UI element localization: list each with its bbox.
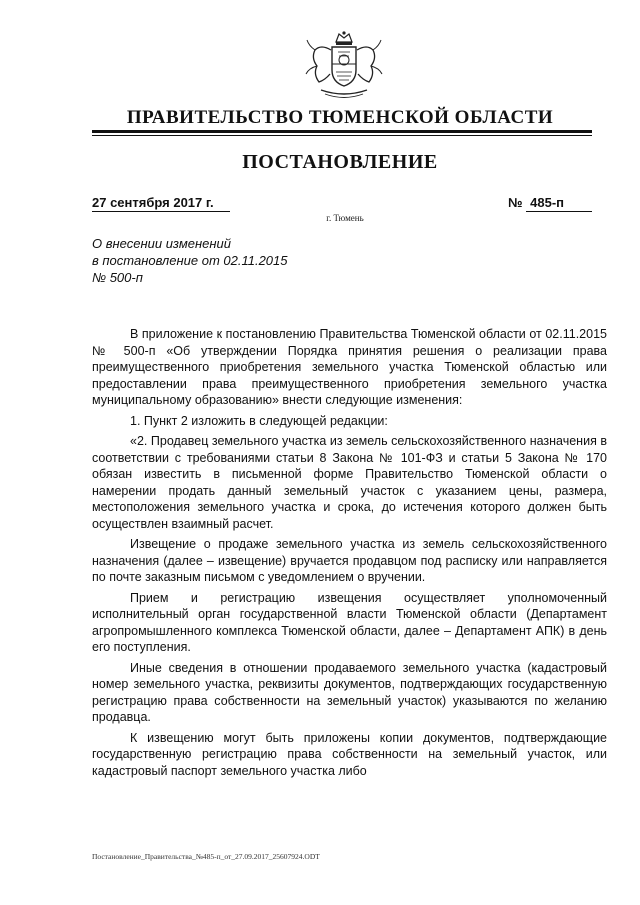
document-body xyxy=(92,326,607,783)
body-paragraph: «2. Продавец земельного участка из земель сельскохозяйственного назначения в соответствии с требованиями статьи 8 Закона № 101-ФЗ и статьи 5 Закона № 170 обязан известить в письменной форме Правительство Тюменской области о намерении продать данный земельный участок с указанием цены, размера, местоположения земельного участка и срока, до истечения которого должен быть осуществлен взаимный расчет. xyxy=(92,434,607,531)
organization-title: ПРАВИТЕЛЬСТВО ТЮМЕНСКОЙ ОБЛАСТИ xyxy=(126,107,554,128)
city-label: г. Тюмень xyxy=(326,213,364,223)
document-number: 485-п xyxy=(526,194,592,212)
body-paragraph: Прием и регистрацию извещения осуществляет уполномоченный исполнительный орган государственной власти Тюменской области (Департамент агропромышленного комплекса Тюменской области, далее – Департамент АПК) в день его поступления. xyxy=(92,590,607,654)
subject-line: О внесении изменений xyxy=(92,236,231,251)
body-paragraph: В приложение к постановлению Правительства Тюменской области от 02.11.2015 № 500-п «Об утверждении Порядка принятия решения о реализации права преимущественного приобретения земельного участка Тюменской областью или предоставлении права преимущественного приобретения земельного участка муниципальному образованию» внести следующие изменения: xyxy=(92,327,607,407)
footer-file-name: Постановление_Правительства_№485-п_от_27.09.2017_25607924.ODT xyxy=(92,852,320,861)
document-date: 27 сентября 2017 г. xyxy=(92,194,230,212)
subject-line: в постановление от 02.11.2015 xyxy=(92,253,288,268)
header-rule-thin xyxy=(92,135,592,136)
body-paragraph: Извещение о продаже земельного участка из земель сельскохозяйственного назначения (далее – извещение) вручается продавцом под расписку или направляется по почте заказным письмом с уведомлением о вручении. xyxy=(92,537,607,584)
number-sign: № xyxy=(508,195,523,210)
coat-of-arms-icon xyxy=(303,30,385,102)
subject-line: № 500-п xyxy=(92,270,143,285)
document-type-title: ПОСТАНОВЛЕНИЕ xyxy=(242,151,438,173)
body-paragraph: К извещению могут быть приложены копии документов, подтверждающие государственную регистрацию права собственности на земельный участок, или кадастровый паспорт земельного участка либо xyxy=(92,730,607,778)
body-paragraph: 1. Пункт 2 изложить в следующей редакции: xyxy=(130,413,388,428)
document-number-block xyxy=(508,194,592,212)
document-subject xyxy=(92,235,288,286)
header-rule-thick xyxy=(92,130,592,133)
body-paragraph: Иные сведения в отношении продаваемого земельного участка (кадастровый номер земельного участка, реквизиты документов, подтверждающих государственную регистрацию права собственности на земельный участок) указываются по желанию продавца. xyxy=(92,660,607,724)
